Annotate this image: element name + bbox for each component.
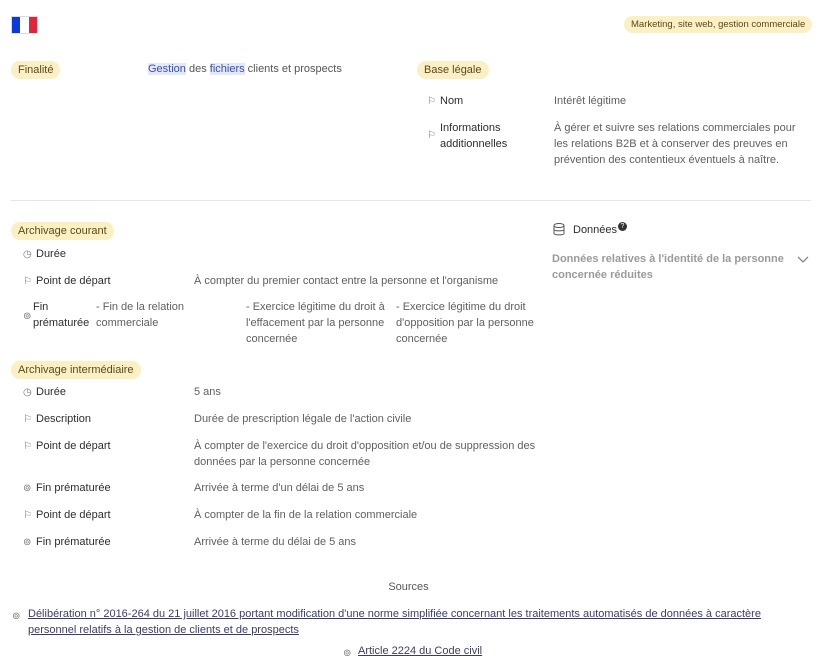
- database-icon: [553, 223, 565, 236]
- flag-blue-stripe: [12, 17, 20, 33]
- flag-icon: ⚐: [427, 130, 436, 141]
- flag-icon: ⚐: [23, 441, 32, 452]
- interm-depart-2-value: À compter de la fin de la relation commerciale: [194, 509, 418, 521]
- flag-white-stripe: [20, 17, 28, 33]
- interm-depart-label: Point de départ: [36, 440, 111, 452]
- archivage-courant-label: Archivage courant: [11, 222, 114, 240]
- link-icon: ⊚: [12, 611, 21, 622]
- interm-depart-2-label: Point de départ: [36, 509, 111, 521]
- section-divider: [11, 200, 811, 201]
- nom-label: Nom: [440, 95, 464, 107]
- finalite-highlight-fichiers: fichiers: [209, 63, 245, 75]
- duree-label: Durée: [36, 248, 66, 260]
- link-icon: ⊚: [343, 648, 352, 659]
- finalite-highlight-gestion: Gestion: [148, 63, 186, 75]
- finalite-label: Finalité: [11, 61, 60, 79]
- france-flag-icon: [11, 16, 38, 34]
- interm-duree-label: Durée: [36, 386, 66, 398]
- circle-icon: ⊚: [23, 311, 32, 322]
- donnees-label: Données: [573, 224, 618, 236]
- nom-value: Intérêt légitime: [554, 95, 627, 107]
- flag-icon: ⚐: [427, 96, 436, 107]
- clock-icon: ◷: [23, 249, 32, 260]
- interm-fin-label: Fin prématurée: [36, 482, 111, 494]
- interm-duree-value: 5 ans: [194, 386, 221, 398]
- point-de-depart-label: Point de départ: [36, 275, 111, 287]
- donnees-item[interactable]: Données relatives à l'identité de la personne concernée réduites: [552, 253, 784, 281]
- point-de-depart-value: À compter du premier contact entre la personne et l'organisme: [194, 275, 499, 287]
- help-icon[interactable]: ?: [618, 222, 627, 231]
- finalite-text-des: des: [185, 63, 210, 75]
- fin-prematuree-value-2: - Exercice légitime du droit à l'effacement par la personne concernée: [246, 301, 385, 345]
- flag-red-stripe: [29, 17, 37, 33]
- source-link-2[interactable]: [358, 643, 482, 659]
- interm-fin-value: Arrivée à terme d'un délai de 5 ans: [194, 482, 365, 494]
- sources-title: Sources: [388, 581, 429, 593]
- interm-fin-2-label: Fin prématurée: [36, 536, 111, 548]
- finalite-text: [148, 61, 342, 77]
- interm-depart-value: À compter de l'exercice du droit d'opposition et/ou de suppression des données par la personne concernée: [194, 440, 536, 468]
- source-link-1[interactable]: [28, 606, 808, 638]
- finalite-text-rest: clients et prospects: [244, 63, 342, 75]
- fin-prematuree-value-3: - Exercice légitime du droit d'opposition par la personne concernée: [396, 301, 534, 345]
- clock-icon: ◷: [23, 387, 32, 398]
- flag-icon: ⚐: [23, 510, 32, 521]
- informations-additionnelles-label: Informations additionnelles: [440, 122, 508, 150]
- interm-description-value: Durée de prescription légale de l'action civile: [194, 413, 412, 425]
- informations-additionnelles-value: À gérer et suivre ses relations commerciales pour les relations B2B et à conserver des preuves en prévention des contentieux éventuels à naître.: [554, 122, 796, 166]
- fin-prematuree-label: Fin prématurée: [33, 301, 90, 329]
- fin-prematuree-value-1: - Fin de la relation commerciale: [96, 301, 185, 329]
- circle-icon: ⊚: [23, 537, 32, 548]
- archivage-intermediaire-label: Archivage intermédiaire: [11, 361, 141, 379]
- source-link-1-text[interactable]: Délibération n° 2016-264 du 21 juillet 2016 portant modification d'une norme simplifiée concernant les traitements automatisés de données à caractère personnel relatifs à la gestion de clients et de prospects: [28, 608, 761, 636]
- interm-fin-2-value: Arrivée à terme du délai de 5 ans: [194, 536, 357, 548]
- interm-description-label: Description: [36, 413, 92, 425]
- source-link-2-text[interactable]: Article 2224 du Code civil: [358, 645, 483, 657]
- chevron-down-icon[interactable]: [797, 256, 809, 264]
- flag-icon: ⚐: [23, 276, 32, 287]
- flag-icon: ⚐: [23, 414, 32, 425]
- circle-icon: ⊚: [23, 483, 32, 494]
- base-legale-label: Base légale: [417, 61, 489, 79]
- category-badge: Marketing, site web, gestion commerciale: [624, 16, 812, 33]
